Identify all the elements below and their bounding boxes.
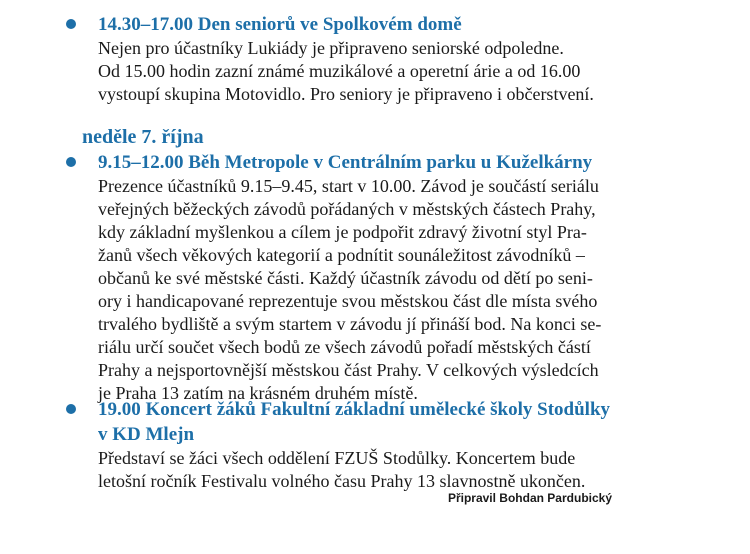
event-metropole-run [82, 150, 642, 405]
event-description: Představí se žáci všech oddělení FZUŠ Stodůlky. Koncertem bude letošní ročník Festivalu volného času Prahy 13 slavnostně ukončen. [98, 448, 586, 491]
event-title: 19.00 Koncert žáků Fakultní základní umělecké školy Stodůlky v KD Mlejn [98, 399, 611, 445]
event-title: 9.15–12.00 Běh Metropole v Centrálním parku u Kuželkárny [98, 152, 593, 173]
event-description: Nejen pro účastníky Lukiády je připraveno seniorské odpoledne. Od 15.00 hodin zazní známé muzikálové a operetní árie a od 16.00 vystoupí skupina Motovidlo. Pro seniory je připraveno i občerstvení. [98, 38, 594, 104]
day-heading: neděle 7. října [82, 126, 204, 148]
bullet-icon [66, 404, 76, 414]
event-concert [82, 397, 642, 493]
event-seniors-day [82, 12, 642, 106]
bullet-icon [66, 19, 76, 29]
event-title: 14.30–17.00 Den seniorů ve Spolkovém domě [98, 14, 462, 35]
event-description: Prezence účastníků 9.15–9.45, start v 10.00. Závod je součástí seriálu veřejných běžeckých závodů pořádaných v městských částech Prahy, kdy základní myšlenkou a cílem je podpořit zdravý životní styl Pra- žanů všech věkových kategorií a podnítit sounáležitost závodníků – občanů ke své městské části. Každý účastník závodu od dětí po seni- ory i handicapované reprezentuje svou městskou část dle místa svého trvalého bydliště a svým startem v závodu jí přináší bod. Na konci se- riálu určí součet všech bodů ze všech závodů pořadí městských částí Prahy a nejsportovnější městskou část Prahy. V celkových výsledcích je Praha 13 zatím na krásném druhém místě. [98, 176, 602, 403]
bullet-icon [66, 157, 76, 167]
author-credit: Připravil Bohdan Pardubický [447, 491, 612, 505]
